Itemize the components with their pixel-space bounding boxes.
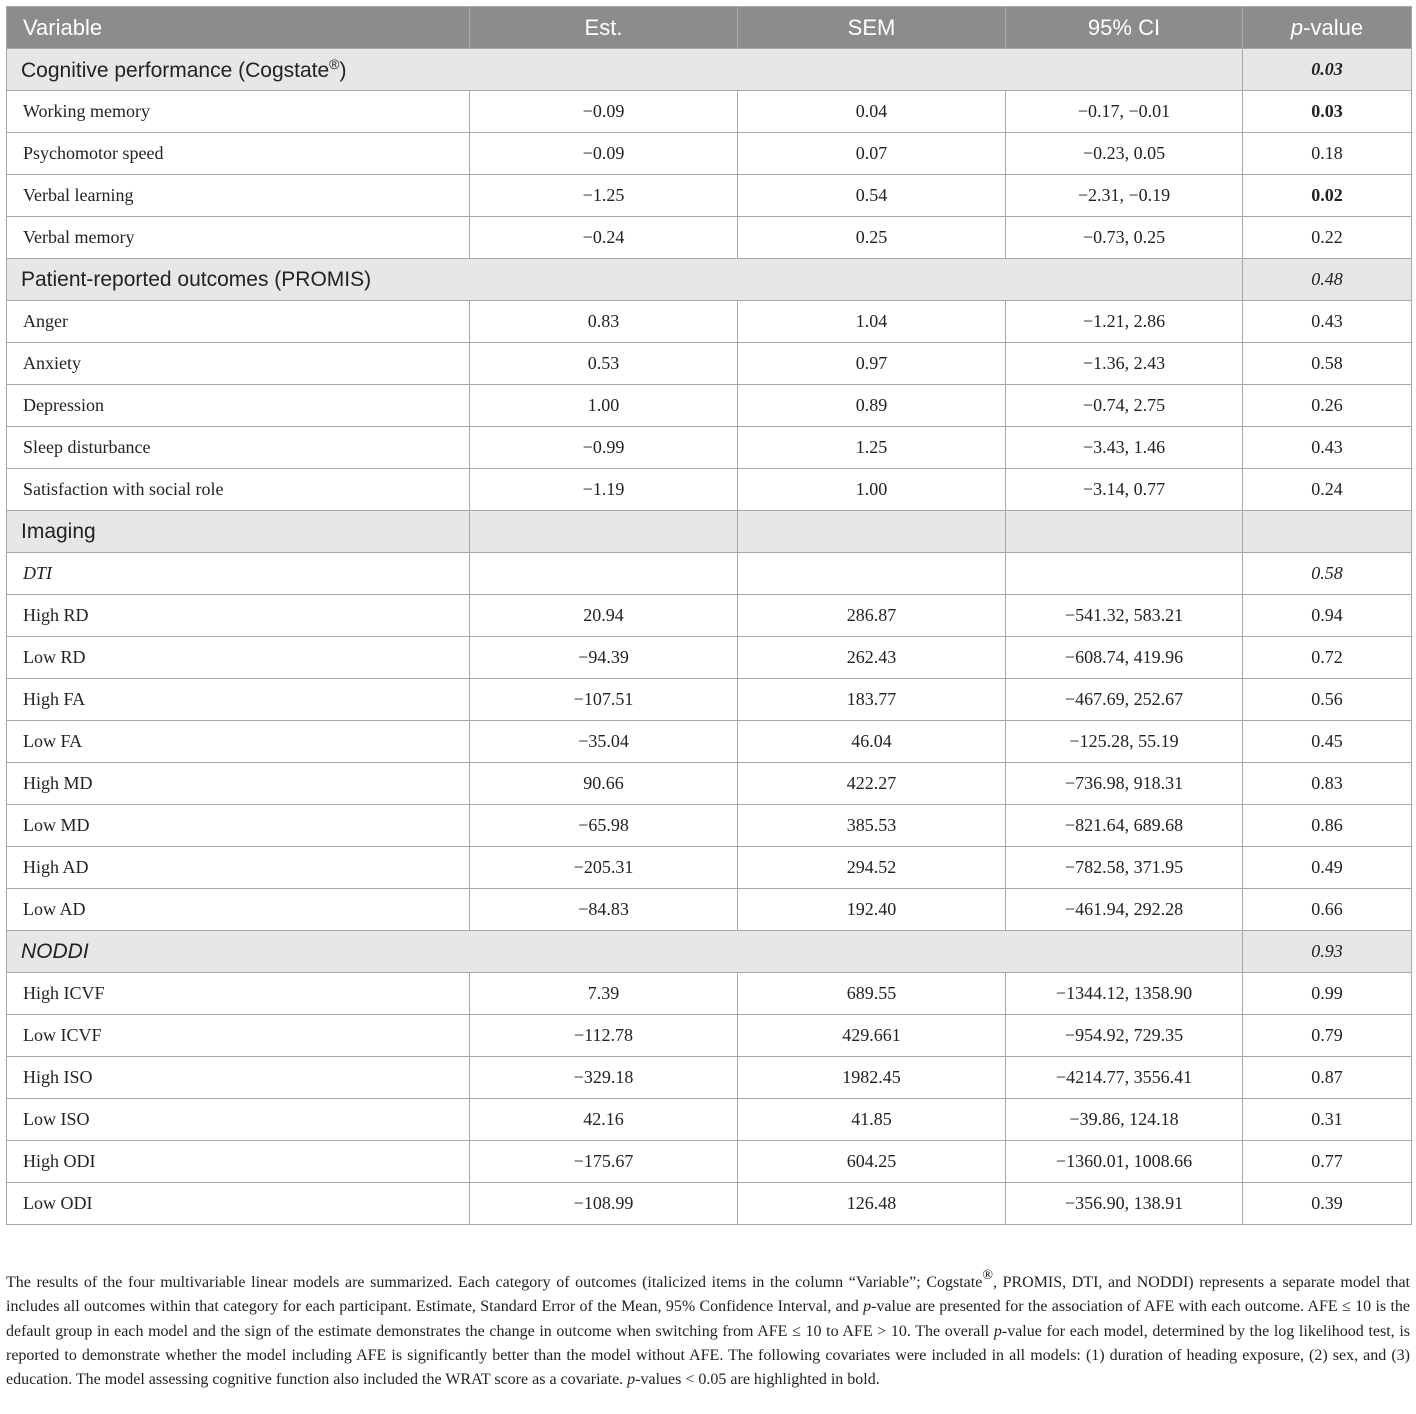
table-row xyxy=(7,1057,1412,1099)
row-ci: −467.69, 252.67 xyxy=(1006,679,1243,721)
row-estimate: 42.16 xyxy=(470,1099,738,1141)
row-p-value: 0.49 xyxy=(1243,847,1412,889)
row-estimate: −0.99 xyxy=(470,427,738,469)
row-ci: −0.17, −0.01 xyxy=(1006,91,1243,133)
section-title: Cognitive performance (Cogstate®) xyxy=(7,49,1243,91)
row-sem: 604.25 xyxy=(738,1141,1006,1183)
row-variable: Low ODI xyxy=(7,1183,470,1225)
table-row xyxy=(7,847,1412,889)
table-row xyxy=(7,637,1412,679)
row-estimate: −112.78 xyxy=(470,1015,738,1057)
row-p-value: 0.58 xyxy=(1243,343,1412,385)
row-p-value: 0.99 xyxy=(1243,973,1412,1015)
row-estimate: −175.67 xyxy=(470,1141,738,1183)
row-ci: −461.94, 292.28 xyxy=(1006,889,1243,931)
row-p-value: 0.31 xyxy=(1243,1099,1412,1141)
row-estimate: 90.66 xyxy=(470,763,738,805)
row-sem: 183.77 xyxy=(738,679,1006,721)
row-estimate: −35.04 xyxy=(470,721,738,763)
row-variable: Low AD xyxy=(7,889,470,931)
table-row xyxy=(7,763,1412,805)
row-ci: −1.21, 2.86 xyxy=(1006,301,1243,343)
row-p-value: 0.39 xyxy=(1243,1183,1412,1225)
row-sem: 262.43 xyxy=(738,637,1006,679)
row-sem: 385.53 xyxy=(738,805,1006,847)
row-variable: Satisfaction with social role xyxy=(7,469,470,511)
table-row xyxy=(7,217,1412,259)
row-estimate: 7.39 xyxy=(470,973,738,1015)
row-ci: −0.23, 0.05 xyxy=(1006,133,1243,175)
row-ci: −125.28, 55.19 xyxy=(1006,721,1243,763)
row-p-value: 0.87 xyxy=(1243,1057,1412,1099)
row-sem: 1.00 xyxy=(738,469,1006,511)
row-ci: −782.58, 371.95 xyxy=(1006,847,1243,889)
table-row xyxy=(7,343,1412,385)
subsection-row-dti xyxy=(7,553,1412,595)
table-row xyxy=(7,805,1412,847)
empty-cell xyxy=(470,553,738,595)
row-ci: −1360.01, 1008.66 xyxy=(1006,1141,1243,1183)
table-row xyxy=(7,679,1412,721)
section-p-value: 0.58 xyxy=(1243,553,1412,595)
row-estimate: −329.18 xyxy=(470,1057,738,1099)
row-sem: 0.89 xyxy=(738,385,1006,427)
table-row xyxy=(7,889,1412,931)
row-variable: High ICVF xyxy=(7,973,470,1015)
row-ci: −356.90, 138.91 xyxy=(1006,1183,1243,1225)
table-row xyxy=(7,469,1412,511)
row-ci: −0.74, 2.75 xyxy=(1006,385,1243,427)
row-sem: 0.54 xyxy=(738,175,1006,217)
header-p-value: p-value xyxy=(1243,7,1412,49)
row-sem: 46.04 xyxy=(738,721,1006,763)
section-p-value: 0.48 xyxy=(1243,259,1412,301)
row-p-value: 0.79 xyxy=(1243,1015,1412,1057)
row-ci: −736.98, 918.31 xyxy=(1006,763,1243,805)
row-variable: Low RD xyxy=(7,637,470,679)
row-variable: Low ISO xyxy=(7,1099,470,1141)
header-row xyxy=(7,7,1412,49)
row-ci: −4214.77, 3556.41 xyxy=(1006,1057,1243,1099)
table-row xyxy=(7,301,1412,343)
table-row xyxy=(7,385,1412,427)
table-row xyxy=(7,133,1412,175)
row-p-value: 0.83 xyxy=(1243,763,1412,805)
row-variable: Anger xyxy=(7,301,470,343)
row-variable: High RD xyxy=(7,595,470,637)
row-sem: 0.07 xyxy=(738,133,1006,175)
row-estimate: −205.31 xyxy=(470,847,738,889)
row-variable: Low ICVF xyxy=(7,1015,470,1057)
row-variable: Verbal memory xyxy=(7,217,470,259)
row-sem: 192.40 xyxy=(738,889,1006,931)
row-estimate: 0.53 xyxy=(470,343,738,385)
empty-cell xyxy=(470,511,738,553)
row-estimate: −84.83 xyxy=(470,889,738,931)
section-header-noddi xyxy=(7,931,1412,973)
row-sem: 41.85 xyxy=(738,1099,1006,1141)
empty-cell xyxy=(1006,553,1243,595)
subsection-title: DTI xyxy=(7,553,470,595)
row-sem: 1.04 xyxy=(738,301,1006,343)
row-ci: −3.43, 1.46 xyxy=(1006,427,1243,469)
row-p-value: 0.43 xyxy=(1243,301,1412,343)
row-sem: 429.661 xyxy=(738,1015,1006,1057)
row-ci: −954.92, 729.35 xyxy=(1006,1015,1243,1057)
section-p-value: 0.03 xyxy=(1243,49,1412,91)
row-ci: −0.73, 0.25 xyxy=(1006,217,1243,259)
empty-cell xyxy=(738,553,1006,595)
row-ci: −1344.12, 1358.90 xyxy=(1006,973,1243,1015)
row-sem: 126.48 xyxy=(738,1183,1006,1225)
row-sem: 294.52 xyxy=(738,847,1006,889)
row-p-value: 0.03 xyxy=(1243,91,1412,133)
row-p-value: 0.02 xyxy=(1243,175,1412,217)
section-title: Imaging xyxy=(7,511,470,553)
row-p-value: 0.26 xyxy=(1243,385,1412,427)
section-title: NODDI xyxy=(7,931,1243,973)
header-variable: Variable xyxy=(7,7,470,49)
row-p-value: 0.86 xyxy=(1243,805,1412,847)
row-ci: −3.14, 0.77 xyxy=(1006,469,1243,511)
row-variable: Anxiety xyxy=(7,343,470,385)
row-variable: High ISO xyxy=(7,1057,470,1099)
table-row xyxy=(7,721,1412,763)
table-row xyxy=(7,973,1412,1015)
row-sem: 0.04 xyxy=(738,91,1006,133)
row-variable: High ODI xyxy=(7,1141,470,1183)
table-row xyxy=(7,1183,1412,1225)
row-ci: −541.32, 583.21 xyxy=(1006,595,1243,637)
row-estimate: −1.25 xyxy=(470,175,738,217)
row-variable: Working memory xyxy=(7,91,470,133)
row-p-value: 0.94 xyxy=(1243,595,1412,637)
section-p-value: 0.93 xyxy=(1243,931,1412,973)
row-sem: 1982.45 xyxy=(738,1057,1006,1099)
section-header-promis xyxy=(7,259,1412,301)
row-sem: 689.55 xyxy=(738,973,1006,1015)
row-p-value: 0.45 xyxy=(1243,721,1412,763)
row-p-value: 0.22 xyxy=(1243,217,1412,259)
row-estimate: −107.51 xyxy=(470,679,738,721)
row-estimate: −0.24 xyxy=(470,217,738,259)
row-sem: 286.87 xyxy=(738,595,1006,637)
row-estimate: −65.98 xyxy=(470,805,738,847)
row-p-value: 0.66 xyxy=(1243,889,1412,931)
row-p-value: 0.77 xyxy=(1243,1141,1412,1183)
row-sem: 1.25 xyxy=(738,427,1006,469)
row-variable: Sleep disturbance xyxy=(7,427,470,469)
row-variable: Low FA xyxy=(7,721,470,763)
section-header-imaging xyxy=(7,511,1412,553)
row-estimate: −1.19 xyxy=(470,469,738,511)
table-row xyxy=(7,427,1412,469)
row-p-value: 0.43 xyxy=(1243,427,1412,469)
row-estimate: 0.83 xyxy=(470,301,738,343)
header-sem: SEM xyxy=(738,7,1006,49)
table-row xyxy=(7,1015,1412,1057)
table-caption: The results of the four multivariable linear models are summarized. Each category of outcomes (italicized items in the column “Variable”; Cogstate®, PROMIS, DTI, and NODDI) represents a separate model that includes all outcomes within that category for each participant. Estimate, Standard Error of the Mean, 95% Confidence Interval, and p-value are presented for the association of AFE with each outcome. AFE ≤ 10 is the default group in each model and the sign of the estimate demonstrates the change in outcome when switching from AFE ≤ 10 to AFE > 10. The overall p-value for each model, determined by the log likelihood test, is reported to demonstrate whether the model including AFE is significantly better than the model without AFE. The following covariates were included in all models: (1) duration of heading exposure, (2) sex, and (3) education. The model assessing cognitive function also included the WRAT score as a covariate. p-values < 0.05 are highlighted in bold. xyxy=(6,1268,1411,1389)
row-variable: Psychomotor speed xyxy=(7,133,470,175)
row-variable: High MD xyxy=(7,763,470,805)
row-ci: −608.74, 419.96 xyxy=(1006,637,1243,679)
row-variable: High AD xyxy=(7,847,470,889)
row-ci: −2.31, −0.19 xyxy=(1006,175,1243,217)
table-row xyxy=(7,1141,1412,1183)
row-p-value: 0.24 xyxy=(1243,469,1412,511)
empty-cell xyxy=(1006,511,1243,553)
row-estimate: −94.39 xyxy=(470,637,738,679)
row-estimate: −0.09 xyxy=(470,91,738,133)
row-variable: Verbal learning xyxy=(7,175,470,217)
row-sem: 0.25 xyxy=(738,217,1006,259)
row-estimate: −0.09 xyxy=(470,133,738,175)
empty-cell xyxy=(1243,511,1412,553)
row-p-value: 0.18 xyxy=(1243,133,1412,175)
table-row xyxy=(7,1099,1412,1141)
row-p-value: 0.56 xyxy=(1243,679,1412,721)
row-estimate: −108.99 xyxy=(470,1183,738,1225)
header-estimate: Est. xyxy=(470,7,738,49)
section-title: Patient-reported outcomes (PROMIS) xyxy=(7,259,1243,301)
row-variable: High FA xyxy=(7,679,470,721)
row-ci: −39.86, 124.18 xyxy=(1006,1099,1243,1141)
row-ci: −1.36, 2.43 xyxy=(1006,343,1243,385)
table-row xyxy=(7,595,1412,637)
row-sem: 0.97 xyxy=(738,343,1006,385)
empty-cell xyxy=(738,511,1006,553)
row-ci: −821.64, 689.68 xyxy=(1006,805,1243,847)
row-variable: Low MD xyxy=(7,805,470,847)
section-header-cognitive xyxy=(7,49,1412,91)
row-sem: 422.27 xyxy=(738,763,1006,805)
table-row xyxy=(7,91,1412,133)
row-variable: Depression xyxy=(7,385,470,427)
results-table xyxy=(6,6,1412,1225)
row-estimate: 20.94 xyxy=(470,595,738,637)
table-row xyxy=(7,175,1412,217)
header-ci: 95% CI xyxy=(1006,7,1243,49)
row-p-value: 0.72 xyxy=(1243,637,1412,679)
row-estimate: 1.00 xyxy=(470,385,738,427)
